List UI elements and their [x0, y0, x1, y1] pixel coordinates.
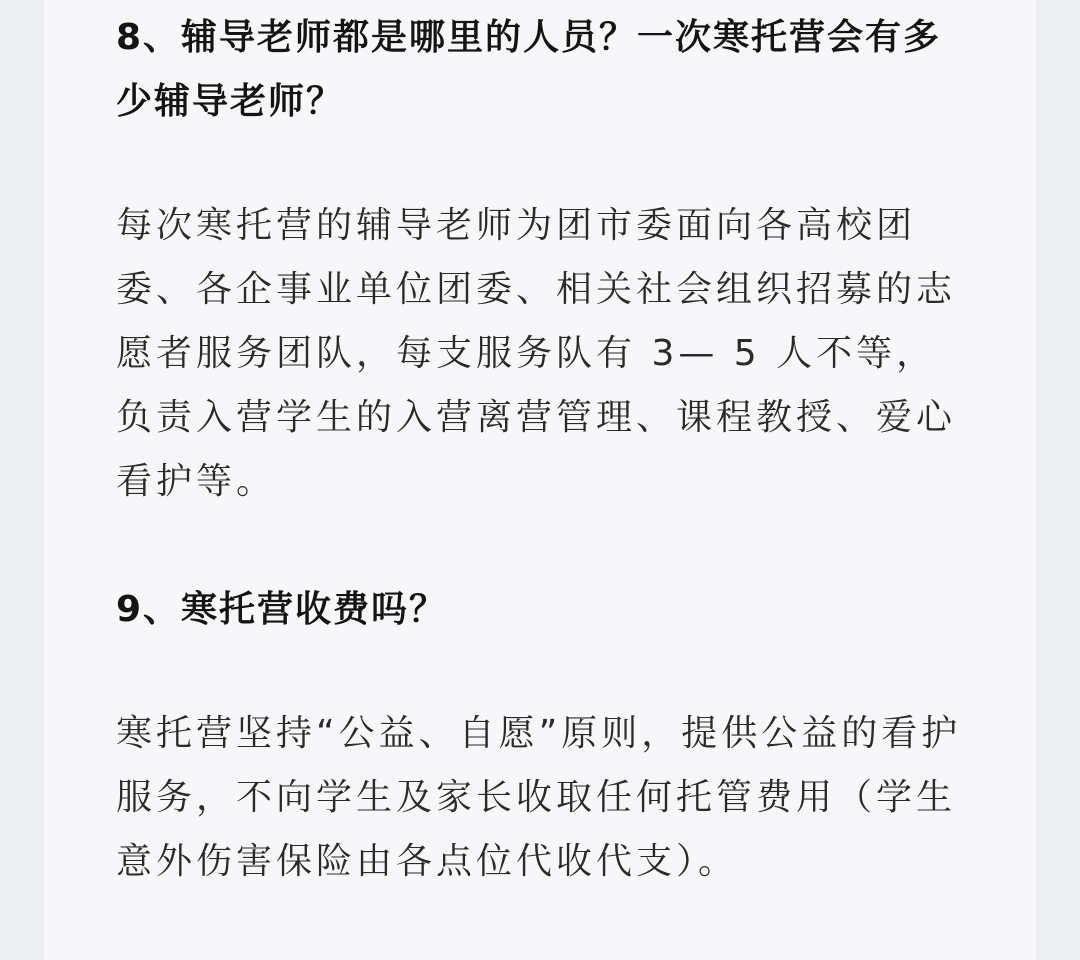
faq-question-8: 8、辅导老师都是哪里的人员？一次寒托营会有多少辅导老师？	[116, 17, 942, 122]
faq-answer-8: 每次寒托营的辅导老师为团市委面向各高校团委、各企事业单位团委、相关社会组织招募的志愿者服务团队，每支服务队有 3— 5 人不等，负责入营学生的入营离营管理、课程教授、爱心看护等。	[116, 205, 957, 502]
spacer	[116, 642, 966, 702]
spacer	[116, 514, 966, 578]
faq-content	[116, 6, 966, 894]
article-card	[44, 0, 1036, 960]
faq-question-9: 9、寒托营收费吗？	[116, 589, 448, 630]
faq-answer-9: 寒托营坚持“公益、自愿”原则，提供公益的看护服务，不向学生及家长收取任何托管费用（学生意外伤害保险由各点位代收代支）。	[116, 713, 962, 882]
spacer	[116, 134, 966, 194]
